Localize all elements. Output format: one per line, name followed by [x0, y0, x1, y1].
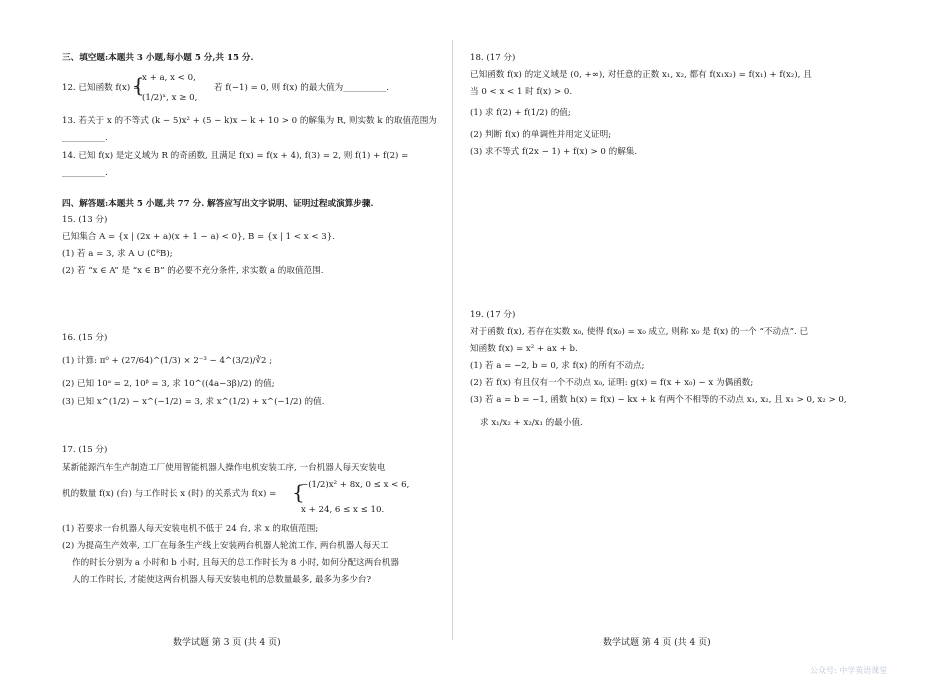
q17-line-5: 作的时长分别为 a 小时和 b 小时, 且每天的总工作时长为 8 小时, 如何分配这两台机器	[72, 558, 400, 568]
q19-line-5: (3) 若 a = b = −1, 函数 h(x) = f(x) − kx + k 有两个不相等的不动点 x₁, x₂, 且 x₁ > 0, x₂ > 0,	[470, 395, 847, 405]
q15-heading: 15. (13 分)	[62, 215, 108, 225]
q18-line-3: (1) 求 f(2) + f(1/2) 的值;	[470, 108, 571, 118]
page-footer-4: 数学试题 第 4 页 (共 4 页)	[603, 638, 711, 648]
q17-line-1: 某新能源汽车生产制造工厂使用智能机器人操作电机安装工序, 一台机器人每天安装电	[62, 463, 386, 473]
q16-line-2: (2) 已知 10ᵃ = 2, 10ᵝ = 3, 求 10^((4a−3β)/2) 的值;	[62, 379, 275, 389]
q12-case-1: x + a, x < 0,	[142, 73, 196, 83]
section3-heading: 三、填空题:本题共 3 小题,每小题 5 分,共 15 分.	[62, 53, 254, 63]
q19-line-1: 对于函数 f(x), 若存在实数 x₀, 使得 f(x₀) = x₀ 成立, 则称 x₀ 是 f(x) 的一个 “不动点”. 已	[470, 327, 809, 337]
q17-line-2: 机的数量 f(x) (台) 与工作时长 x (时) 的关系式为 f(x) =	[62, 489, 277, 499]
q14-line-2: __________.	[62, 168, 108, 178]
section4-heading: 四、解答题:本题共 5 小题,共 77 分. 解答应写出文字说明、证明过程或演算步骤.	[62, 199, 374, 209]
q19-line-4: (2) 若 f(x) 有且仅有一个不动点 x₀, 证明: g(x) = f(x + x₀) − x 为偶函数;	[470, 378, 754, 388]
q15-line-1: 已知集合 A = {x | (2x + a)(x + 1 − a) < 0}, B = {x | 1 < x < 3}.	[62, 232, 335, 242]
watermark-text: 公众号: 中学英语课堂	[810, 666, 888, 675]
q19-heading: 19. (17 分)	[470, 310, 516, 320]
q18-line-1: 已知函数 f(x) 的定义域是 (0, +∞), 对任意的正数 x₁, x₂, 都有 f(x₁x₂) = f(x₁) + f(x₂), 且	[470, 70, 812, 80]
q17-line-3: (1) 若要求一台机器人每天安装电机不低于 24 台, 求 x 的取值范围;	[62, 524, 319, 534]
q12-stem: 12. 已知函数 f(x) =	[62, 83, 141, 93]
q17-line-6: 人的工作时长, 才能使这两台机器人每天安装电机的总数量最多, 最多为多少台?	[72, 575, 372, 585]
q18-heading: 18. (17 分)	[470, 53, 516, 63]
q17-line-4: (2) 为提高生产效率, 工厂在每条生产线上安装两台机器人轮流工作, 两台机器人每天工	[62, 541, 389, 551]
q18-line-2: 当 0 < x < 1 时 f(x) > 0.	[470, 87, 573, 97]
q17-brace: {	[292, 480, 305, 504]
q14-line-1: 14. 已知 f(x) 是定义域为 R 的奇函数, 且满足 f(x) = f(x + 4), f(3) = 2, 则 f(1) + f(2) =	[62, 151, 409, 161]
q15-line-2: (1) 若 a = 3, 求 A ∪ (∁ᴿB);	[62, 249, 173, 259]
q12-brace: {	[132, 73, 145, 97]
q19-line-6: 求 x₁/x₂ + x₂/x₁ 的最小值.	[480, 418, 583, 428]
q16-heading: 16. (15 分)	[62, 333, 108, 343]
q17-case-2: x + 24, 6 ≤ x ≤ 10.	[301, 505, 385, 515]
q12-question: 若 f(−1) = 0, 则 f(x) 的最大值为__________.	[214, 83, 389, 93]
q13-line-1: 13. 若关于 x 的不等式 (k − 5)x² + (5 − k)x − k + 10 > 0 的解集为 R, 则实数 k 的取值范围为	[62, 116, 437, 126]
q17-heading: 17. (15 分)	[62, 445, 108, 455]
q18-line-5: (3) 求不等式 f(2x − 1) + f(x) > 0 的解集.	[470, 147, 638, 157]
q13-line-2: __________.	[62, 133, 108, 143]
page-footer-3: 数学试题 第 3 页 (共 4 页)	[173, 638, 281, 648]
q16-line-3: (3) 已知 x^(1/2) − x^(−1/2) = 3, 求 x^(1/2) + x^(−1/2) 的值.	[62, 397, 325, 407]
left-page	[0, 0, 452, 688]
q17-case-1: −(1/2)x² + 8x, 0 ≤ x < 6,	[301, 480, 410, 490]
q12-case-2: (1/2)ˣ, x ≥ 0,	[142, 93, 198, 103]
q19-line-3: (1) 若 a = −2, b = 0, 求 f(x) 的所有不动点;	[470, 361, 645, 371]
q16-line-1: (1) 计算: π⁰ + (27/64)^(1/3) × 2⁻³ − 4^(3/2)/∛2 ;	[62, 356, 273, 366]
q18-line-4: (2) 判断 f(x) 的单调性并用定义证明;	[470, 130, 612, 140]
q19-line-2: 知函数 f(x) = x² + ax + b.	[470, 344, 578, 354]
right-page	[453, 0, 950, 688]
q15-line-3: (2) 若 “x ∈ A” 是 “x ∈ B” 的必要不充分条件, 求实数 a 的取值范围.	[62, 266, 324, 276]
